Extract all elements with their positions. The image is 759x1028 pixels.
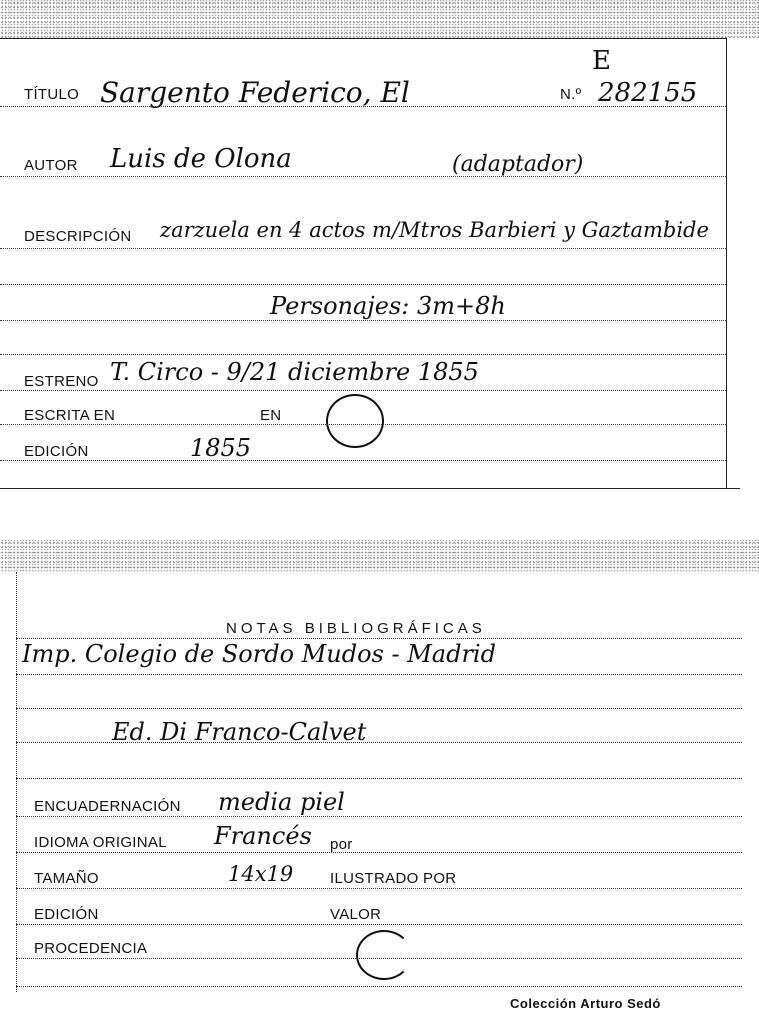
notas-heading: NOTAS BIBLIOGRÁFICAS — [226, 620, 486, 637]
idioma-rule — [16, 852, 742, 853]
estreno-value: T. Circo - 9/21 diciembre 1855 — [110, 358, 479, 386]
numero-value: 282155 — [598, 78, 698, 108]
note-rule-3 — [16, 742, 742, 743]
note-line-2: Ed. Di Franco-Calvet — [112, 718, 367, 746]
encuadernacion-value: media piel — [218, 788, 345, 816]
card2-scan-noise — [0, 540, 759, 572]
procedencia-rule — [16, 958, 742, 959]
autor-note: (adaptador) — [452, 152, 584, 177]
edicion2-rule — [16, 924, 742, 925]
collection-credit: Colección Arturo Sedó — [510, 996, 661, 1011]
note-rule-2 — [16, 708, 742, 709]
tamano-label: TAMAÑO — [34, 870, 99, 887]
titulo-value: Sargento Federico, El — [100, 76, 410, 109]
numero-label: N.º — [560, 86, 582, 103]
por-label: por — [330, 836, 353, 853]
estreno-label: ESTRENO — [24, 373, 99, 390]
descripcion-rule — [0, 248, 726, 249]
autor-rule — [0, 176, 726, 177]
descripcion-label: DESCRIPCIÓN — [24, 228, 132, 245]
card1-top-border — [0, 38, 726, 39]
titulo-label: TÍTULO — [24, 86, 80, 103]
tamano-value: 14x19 — [228, 862, 294, 886]
card-1 — [0, 38, 740, 488]
note-rule-4 — [16, 778, 742, 779]
ilustrado-label: ILUSTRADO POR — [330, 870, 457, 887]
note-rule-1 — [16, 674, 742, 675]
blank-rule-2 — [0, 320, 726, 321]
heading-rule — [16, 638, 742, 639]
bottom-rule — [16, 986, 742, 987]
descripcion-value-2: Personajes: 3m+8h — [270, 292, 506, 320]
numero-prefix: E — [592, 46, 611, 76]
card1-right-edge — [726, 38, 727, 488]
autor-label: AUTOR — [24, 157, 78, 174]
edicion2-label: EDICIÓN — [34, 906, 99, 923]
blank-rule-3 — [0, 354, 726, 355]
estreno-rule — [0, 390, 726, 391]
en-label: EN — [260, 407, 282, 424]
valor-label: VALOR — [330, 906, 382, 923]
card1-scan-noise — [0, 0, 759, 38]
note-line-1: Imp. Colegio de Sordo Mudos - Madrid — [22, 640, 496, 668]
descripcion-value: zarzuela en 4 actos m/Mtros Barbieri y Gaztambide — [160, 218, 709, 242]
stamp-circle-1 — [326, 394, 384, 448]
escrita-rule — [0, 424, 726, 425]
edicion-label: EDICIÓN — [24, 443, 89, 460]
encuadernacion-rule — [16, 816, 742, 817]
titulo-rule — [0, 106, 726, 107]
blank-rule-1 — [0, 284, 726, 285]
card-2 — [0, 572, 759, 1028]
stamp-circle-2 — [356, 930, 412, 980]
edicion-value: 1855 — [190, 434, 252, 462]
procedencia-label: PROCEDENCIA — [34, 940, 148, 957]
tamano-rule — [16, 888, 742, 889]
idioma-label: IDIOMA ORIGINAL — [34, 834, 167, 851]
card1-bottom-border — [0, 488, 740, 489]
escrita-label: ESCRITA EN — [24, 407, 116, 424]
autor-value: Luis de Olona — [110, 144, 292, 174]
encuadernacion-label: ENCUADERNACIÓN — [34, 798, 181, 815]
edicion-rule — [0, 460, 726, 461]
card2-left-edge — [16, 572, 17, 992]
idioma-value: Francés — [214, 822, 312, 850]
